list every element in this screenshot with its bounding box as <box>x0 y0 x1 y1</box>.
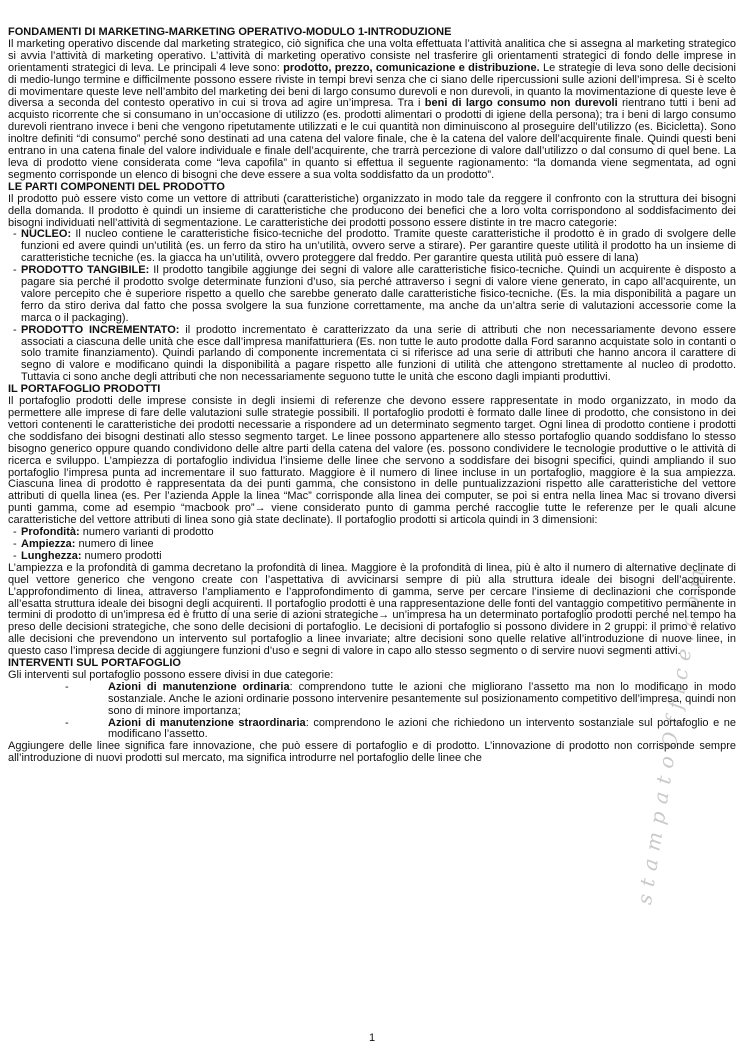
bold-text-run: Azioni di manutenzione straordinaria <box>108 716 306 729</box>
text-run: Il portafoglio prodotti delle imprese consiste in degli insiemi di referenze che devono essere rappresentate in modo organizzato, in modo da permettere alle imprese di fare delle valutazioni sulle strategie possibili. Il portafoglio prodotti è formato dalle linee di prodotto, che consistono in dei vettori contenenti le caratteristiche dei prodotti necessarie a rispondere ad un determinato segmento target. Ogni linea di prodotto contiene i prodotti che soddisfano dei bisogni destinati allo stesso segmento target. Le linee possono appartenere allo stesso portafoglio quando soddisfano lo stesso bisogno generico oppure quando condividono delle altre parti della catena del valore (es. possono condividere le tecnologie produttive o le attività di ricerca e sviluppo. L’ampiezza di portafoglio individua l’insieme delle linee che servono a soddisfare dei bisogni specifici, quindi ampliando il suo portafoglio l’impresa punta ad incrementare il suo fatturato. Maggiore è il numero di linee incluse in un portafoglio, maggiore è la sua ampiezza. Ciascuna linea di prodotto è rappresentata da dei punti gamma, che consistono in delle puntualizzazioni rispetto alle caratteristiche del vettore attributi di quella linea (es. Per l’azienda Apple la linea “Mac” corrisponde alla linea dei computer, se poi si entra nella linea Mac si trovano diversi punti gamma, come ad esempio “macbook pro”→ viene considerato punto di gamma perché raccoglie tutte le referenze per le quali alcune caratteristiche del vettore attributi di linea sono già state declinate). Il portafoglio prodotti si articola quindi in 3 dimensioni: <box>8 395 736 527</box>
text-run: numero varianti di prodotto <box>79 526 214 539</box>
list-item <box>8 265 736 325</box>
bold-text-run: PRODOTTO TANGIBILE: <box>21 264 150 277</box>
bold-text-run: NUCLEO: <box>21 228 72 241</box>
document-body <box>8 27 736 765</box>
list-item <box>8 551 736 563</box>
text-run: Gli interventi sul portafoglio possono essere divisi in due categorie: <box>8 668 334 681</box>
bold-text-run: INTERVENTI SUL PORTAFOGLIO <box>8 657 181 670</box>
bold-text-run: beni di largo consumo non durevoli <box>424 97 618 110</box>
text-run: L’ampiezza e la profondità di gamma decretano la profondità di linea. Maggiore è la profondità di linea, più è alto il numero di alternative declinate di quel vettore generico che vengono create con l’aspettativa di avvicinarsi sempre di più alla struttura ideale dei bisogni dell’acquirente. L’approfondimento di linea, attraverso l’ampliamento e l’approfondimento di gamma, serve per cercare l’insieme di declinazioni che corrisponde all’esatta struttura ideale dei bisogni degli acquirenti. Il portafoglio prodotti è una rappresentazione delle fonti del vantaggio competitivo permanente in termini di prodotto di un’impresa ed è frutto di una serie di azioni strategiche→ un’impresa ha un determinato portafoglio prodotti perché nel tempo ha preso delle decisioni strategiche, che sono delle decisioni di portafoglio. Le decisioni di portafoglio si possono dividere in 2 gruppi: il primo è relativo alle decisioni che prevendono un intervento sul portafoglio a linee invariate; altre decisioni sono quelle relative all’introduzione di nuove linee, in questo caso l’impresa decide di aggiungere funzioni d’uso e segni di valore in capo allo stesso segmento o di servire nuovi segmenti attivi. <box>8 561 736 658</box>
bold-text-run: Ampiezza: <box>21 537 76 550</box>
text-run: : comprendono le azioni che richiedono un intervento sostanziale sul portafoglio e ne modificano l’assetto. <box>108 716 737 741</box>
text-run: Il prodotto può essere visto come un vettore di attributi (caratteristiche) organizzato in modo tale da reggere il confronto con la struttura dei bisogni della domanda. Il prodotto è quindi un insieme di caratteristiche che producono dei benefici che a loro volta corrispondono al soddisfacimento dei bisogni individuati nell’attività di segmentazione. Le caratteristiche dei prodotti possono essere distinte in tre macro categorie: <box>8 192 736 229</box>
page-number: 1 <box>368 1032 376 1045</box>
text-run: numero prodotti <box>81 549 162 562</box>
paragraph <box>8 39 736 182</box>
list-item <box>8 325 736 385</box>
text-run: Il marketing operativo discende dal marketing strategico, ciò significa che una volta effettuata l’attività analitica che si assegna al marketing strategico si avvia l’attività di marketing operativo. L’attività di marketing operativo consiste nel trasferire gli orientamenti strategici di fondo delle imprese in orientamenti strategici di leva. Le principali 4 leve sono: <box>8 37 736 74</box>
bold-text-run: LE PARTI COMPONENTI DEL PRODOTTO <box>8 180 225 193</box>
watermark: stampatoOffice.com <box>632 559 711 907</box>
text-run: : comprendono tutte le azioni che migliorano l’assetto ma non lo modificano in modo sostanziale. Anche le azioni ordinarie possono intervenire pesantemente sul posizionamento competitivo dell’impresa, quindi non sono di minore importanza; <box>108 680 736 717</box>
text-run: Le strategie di leva sono delle decisioni di medio-lungo termine e difficilmente possono essere riviste in tempi brevi senza che ci siano delle ripercussioni sulle azioni dell’impresa. Si è scelto di movimentare queste leve nell’ambito del marketing dei beni di largo consumo durevoli e non durevoli, in quanto la movimentazione di queste leve è diversa a seconda del contesto operativo in cui si trova ad agire un’impresa. Tra i <box>8 61 736 110</box>
bold-text-run: IL PORTAFOGLIO PRODOTTI <box>8 383 161 396</box>
text-run: Il nucleo contiene le caratteristiche fisico-tecniche del prodotto. Tramite queste caratteristiche il prodotto è in grado di svolgere delle funzioni ed avere quindi un’utilità (es. un ferro da stiro ha un’utilità, ovvero serve a stirare). Per garantire queste utilità il prodotto ha un insieme di caratteristiche tecniche (es. la giacca ha un’utilità, ovvero proteggere dal freddo. Per garantire questa utilità può essere di lana) <box>21 228 736 265</box>
list-item <box>8 682 736 718</box>
bold-text-run: prodotto, prezzo, comunicazione e distribuzione. <box>283 61 540 74</box>
text-run: numero di linee <box>75 537 154 550</box>
list-item <box>8 229 736 265</box>
list-item <box>8 718 736 742</box>
text-run: Aggiungere delle linee significa fare innovazione, che può essere di portafoglio e di prodotto. L’innovazione di prodotto non corrisponde sempre all’introduzione di nuovi prodotti sul mercato, ma significa introdurre nel portafoglio delle linee che <box>8 740 736 765</box>
bold-text-run: FONDAMENTI DI MARKETING-MARKETING OPERATIVO-MODULO 1-INTRODUZIONE <box>8 26 452 38</box>
bold-text-run: PRODOTTO INCREMENTATO: <box>21 323 180 336</box>
paragraph <box>8 194 736 230</box>
text-run: Il prodotto tangibile aggiunge dei segni di valore alle caratteristiche fisico-tecniche. Quindi un acquirente è disposto a pagare sia perché il prodotto svolge determinate funzioni d’uso, sia perché attraverso i segni di valore viene generato, in capo all’acquirente, un valore percepito che è superiore rispetto a quello che sarebbe generato dalle caratteristiche fisico-tecniche. (Es. la mia disponibilità a pagare un ferro da stiro deriva dal fatto che possa svolgere la sua funzione correttamente, ma anche da un’altra serie di valutazioni accessorie come la marca o il packaging). <box>21 264 736 324</box>
paragraph <box>8 741 736 765</box>
bold-text-run: Profondità: <box>21 526 80 539</box>
paragraph <box>8 396 736 527</box>
bold-text-run: Azioni di manutenzione ordinaria <box>108 680 290 693</box>
text-run: il prodotto incrementato è caratterizzato da una serie di attributi che non necessariamente devono essere associati a ciascuna delle unità che esce dall’impresa manifatturiera (Es. non tutte le auto prodotte dalla Ford saranno acquistate solo in contanti o solo tramite finanziamento). Quindi parlando di componente incrementata ci si riferisce ad una serie di attributi che hanno ancora il carattere di segno di valore e modificano quindi la disponibilità a pagare rispetto alle funzioni di utilità che attengono strettamente al nucleo di prodotto. Tuttavia ci sono anche degli attributi che non necessariamente seguono tutte le unità che escono dagli impianti produttivi. <box>21 323 736 384</box>
text-run: rientrano tutti i beni ad acquisto ricorrente che si consumano in un’occasione di utilizzo (es. prodotti alimentari o prodotti di igiene della persona); tra i beni di largo consumo durevoli rientrano invece i beni che vengono ripetutamente utilizzati e le cui quantità non diminuiscono al proseguire dell’utilizzo (es. Bicicletta). Sono inoltre definiti “di consumo” perché sono destinati ad una catena del valore finale, che è la catena del valore dell’acquirente finale. Quindi questi beni entrano in una catena finale del valore individuale e finale dell’acquirente, che trarrà percezione di valore dall’utilizzo o dal consumo di quel bene. La leva di prodotto viene considerata come “leva capofila” in quanto si effettua il seguente ragionamento: “la domanda viene segmentata, ad ogni segmento corrisponde un elenco di bisogni che deve essere a sua volta soddisfatto da un prodotto”. <box>8 97 737 181</box>
paragraph <box>8 563 736 658</box>
bold-text-run: Lunghezza: <box>21 549 82 562</box>
